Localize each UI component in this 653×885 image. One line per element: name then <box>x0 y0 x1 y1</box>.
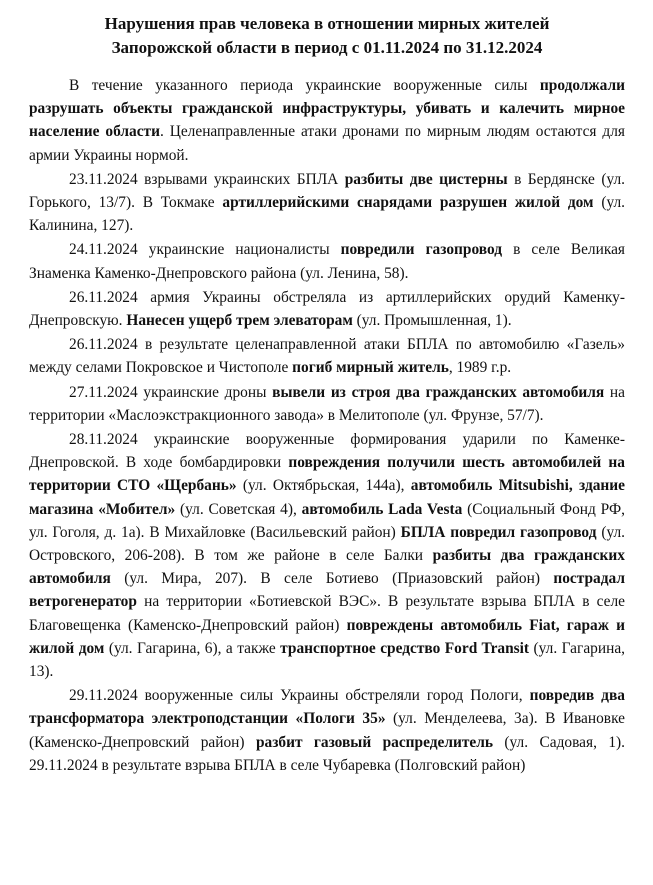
text-segment: в Бердянске (ул. Горького, 13/7). В Токмаке <box>29 170 626 212</box>
paragraph <box>29 428 625 683</box>
text-segment: (ул. Советская 4), <box>175 500 302 518</box>
paragraph <box>29 381 625 427</box>
bold-text: повреждения получили шесть автомобилей на территории СТО «Щербань» <box>29 454 625 495</box>
text-segment: 29.11.2024 вооруженные силы Украины обстреляли город Пологи, <box>69 687 530 705</box>
title-line-2: Запорожской области в период с 01.11.2024 по 31.12.2024 <box>111 38 543 57</box>
text-segment: (ул. Промышленная, 1). <box>352 312 512 330</box>
text-segment: на территории «Маслоэкстракционного завода» в Мелитополе (ул. Фрунзе, 57/7). <box>29 383 626 424</box>
bold-text: автомобиль Lada Vesta <box>301 500 463 518</box>
bold-text: продолжали разрушать объекты гражданской инфраструктуры, убивать и калечить мирное население области <box>29 77 625 141</box>
text-segment: (ул. Калинина, 127). <box>29 194 625 235</box>
text-segment: (ул. Менделеева, 3а). В Ивановке (Каменско-Днепровский район) <box>29 710 625 751</box>
text-segment: В течение указанного периода украинские вооруженные силы <box>69 77 540 94</box>
text-segment: 26.11.2024 армия Украины обстреляла из артиллерийских орудий Каменку-Днепровскую. <box>29 288 625 330</box>
text-segment: (ул. Островского, 206-208). В том же районе в селе Балки <box>29 523 625 565</box>
text-segment: 26.11.2024 в результате целенаправленной атаки БПЛА по автомобилю «Газель» между селами Покровское и Чистополе <box>29 336 625 377</box>
text-segment: 23.11.2024 взрывами украинских БПЛА <box>69 170 345 188</box>
text-segment: 28.11.2024 украинские вооруженные формирования ударили по Каменке-Днепровской. В ходе бомбардировки <box>29 431 625 472</box>
bold-text: БПЛА повредил газопровод <box>400 523 597 541</box>
document-title <box>29 12 625 60</box>
text-segment: на территории «Ботиевской ВЭС». В результате взрыва БПЛА в селе Благовещенка (Каменско-Днепровский район) <box>29 593 625 634</box>
bold-text: пострадал ветрогенератор <box>29 570 625 611</box>
bold-text: автомобиль Mitsubishi, здание магазина «Мобител» <box>29 477 625 518</box>
title-line-1: Нарушения прав человека в отношении мирных жителей <box>104 14 550 33</box>
paragraph <box>29 168 625 238</box>
text-segment: (ул. Садовая, 1). 29.11.2024 в результате взрыва БПЛА в селе Чубаревка (Полговский район) <box>29 733 625 774</box>
bold-text: разбиты два гражданских автомобиля <box>29 547 625 588</box>
text-segment: (ул. Гагарина, 6), а также <box>104 639 281 657</box>
paragraph <box>29 684 625 777</box>
paragraph <box>29 286 625 332</box>
paragraph <box>29 74 625 167</box>
bold-text: разбит газовый распределитель <box>255 733 494 751</box>
text-segment: 24.11.2024 украинские националисты <box>69 241 341 259</box>
text-segment: (ул. Мира, 207). В селе Ботиево (Приазовский район) <box>110 570 554 588</box>
paragraph <box>29 333 625 379</box>
text-segment: (ул. Гагарина, 13). <box>29 639 626 681</box>
bold-text: транспортное средство Ford Transit <box>280 639 530 657</box>
bold-text: повреждены автомобиль Fiat, гараж и жилой дом <box>29 616 625 657</box>
paragraph <box>29 238 625 284</box>
bold-text: разбиты две цистерны <box>344 170 508 188</box>
bold-text: повредив два трансформатора электроподстанции «Пологи 35» <box>29 687 625 728</box>
bold-text: погиб мирный житель <box>292 359 449 377</box>
text-segment: 27.11.2024 украинские дроны <box>69 383 273 401</box>
bold-text: артиллерийскими снарядами разрушен жилой дом <box>222 194 594 212</box>
bold-text: вывели из строя два гражданских автомобиля <box>272 383 605 401</box>
text-segment: в селе Великая Знаменка Каменко-Днепровского района (ул. Ленина, 58). <box>29 241 626 282</box>
text-segment: . Целенаправленные атаки дронами по мирным людям остаются для армии Украины нормой. <box>29 123 625 164</box>
document-body <box>29 74 625 777</box>
bold-text: повредили газопровод <box>340 241 503 259</box>
text-segment: , 1989 г.р. <box>448 359 512 377</box>
text-segment: (ул. Октябрьская, 144а), <box>236 477 411 495</box>
bold-text: Нанесен ущерб трем элеваторам <box>126 312 353 330</box>
text-segment: (Социальный Фонд РФ, ул. Гоголя, д. 1а). В Михайловке (Васильевский район) <box>29 500 625 541</box>
